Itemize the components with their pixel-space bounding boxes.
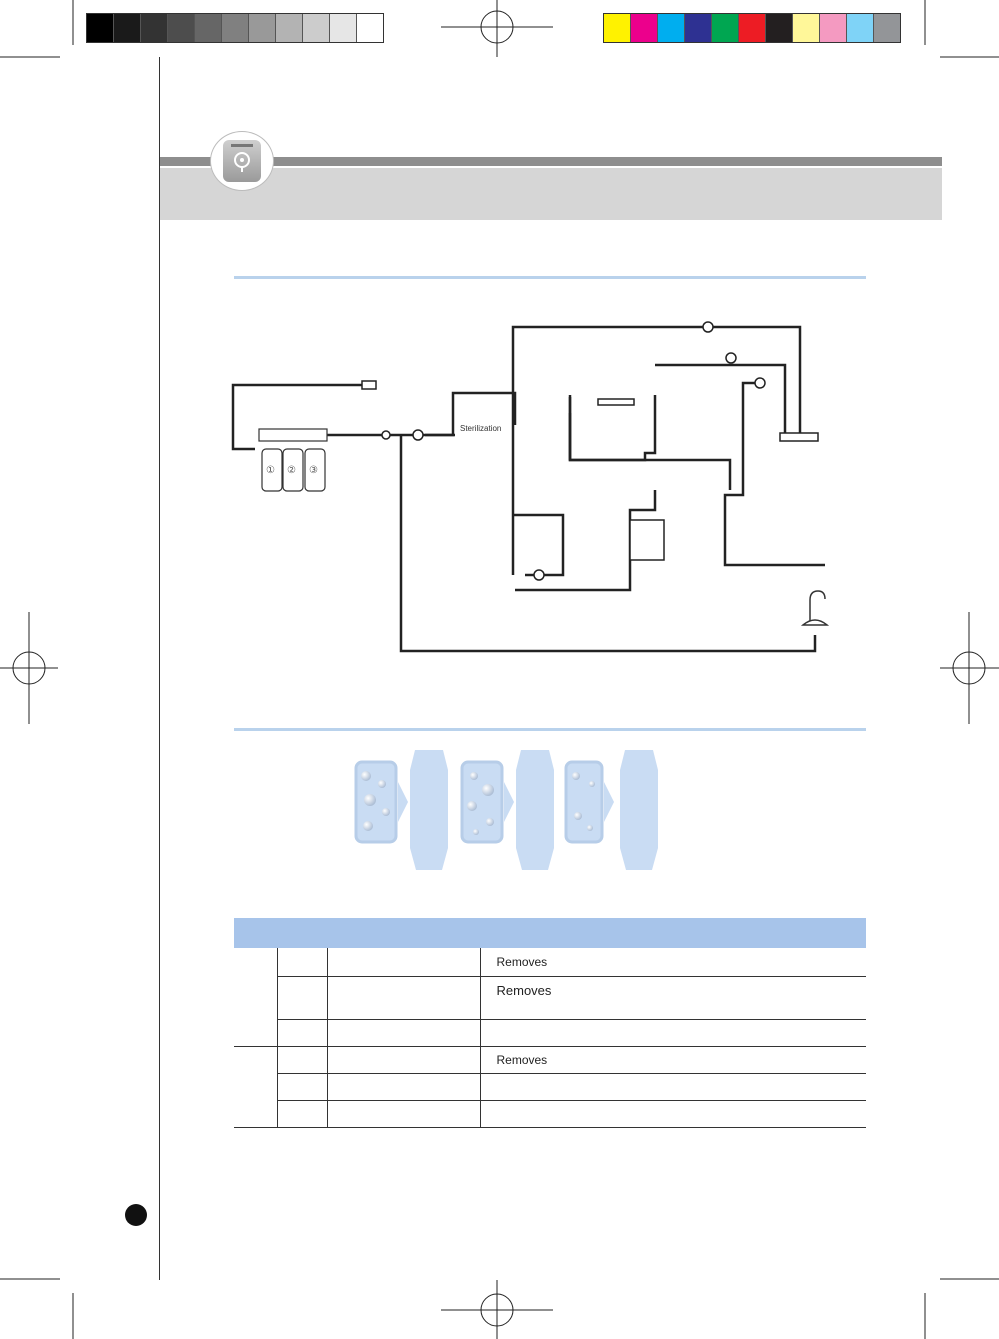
color-swatch <box>820 14 847 42</box>
gray-swatch <box>168 14 195 42</box>
filter-spec-table <box>234 918 866 1128</box>
filter-stage-2-label: ② <box>287 465 296 476</box>
color-swatch <box>847 14 874 42</box>
page-number-marker <box>125 1204 147 1226</box>
header-rule <box>160 157 942 166</box>
color-swatch <box>874 14 900 42</box>
table-row <box>234 1100 866 1127</box>
page-margin-line <box>159 57 160 1280</box>
table-header <box>234 918 866 948</box>
grayscale-color-bar <box>86 13 384 43</box>
header-band <box>160 168 942 220</box>
color-swatch <box>604 14 631 42</box>
section-divider <box>234 728 866 731</box>
sterilization-label: Sterilization <box>460 424 502 433</box>
gray-swatch <box>276 14 303 42</box>
gray-swatch <box>195 14 222 42</box>
table-row <box>234 976 866 1019</box>
table-row <box>234 1019 866 1046</box>
filter-stage-1-label: ① <box>266 465 275 476</box>
filtration-stages-illustration <box>350 740 670 875</box>
table-row <box>234 1073 866 1100</box>
table-cell-description: Removes <box>480 976 866 1019</box>
gray-swatch <box>303 14 330 42</box>
table-cell-description <box>480 1100 866 1127</box>
color-swatch <box>739 14 766 42</box>
color-swatch <box>766 14 793 42</box>
table-row <box>234 1046 866 1073</box>
gray-swatch <box>222 14 249 42</box>
table-row <box>234 948 866 976</box>
gray-swatch <box>87 14 114 42</box>
table-cell-description: Removes <box>480 948 866 976</box>
water-flow-schematic <box>225 315 865 665</box>
color-swatch <box>793 14 820 42</box>
color-swatch <box>712 14 739 42</box>
gray-swatch <box>114 14 141 42</box>
color-swatch <box>631 14 658 42</box>
table-cell-description <box>480 1073 866 1100</box>
process-color-bar <box>603 13 901 43</box>
water-dispenser-icon <box>211 132 273 190</box>
gray-swatch <box>249 14 276 42</box>
faucet-icon <box>803 591 827 625</box>
color-swatch <box>685 14 712 42</box>
gray-swatch <box>141 14 168 42</box>
color-swatch <box>658 14 685 42</box>
gray-swatch <box>357 14 383 42</box>
table-cell-description: Removes <box>480 1046 866 1073</box>
table-cell-description <box>480 1019 866 1046</box>
section-divider <box>234 276 866 279</box>
filter-stage-3-label: ③ <box>309 465 318 476</box>
gray-swatch <box>330 14 357 42</box>
